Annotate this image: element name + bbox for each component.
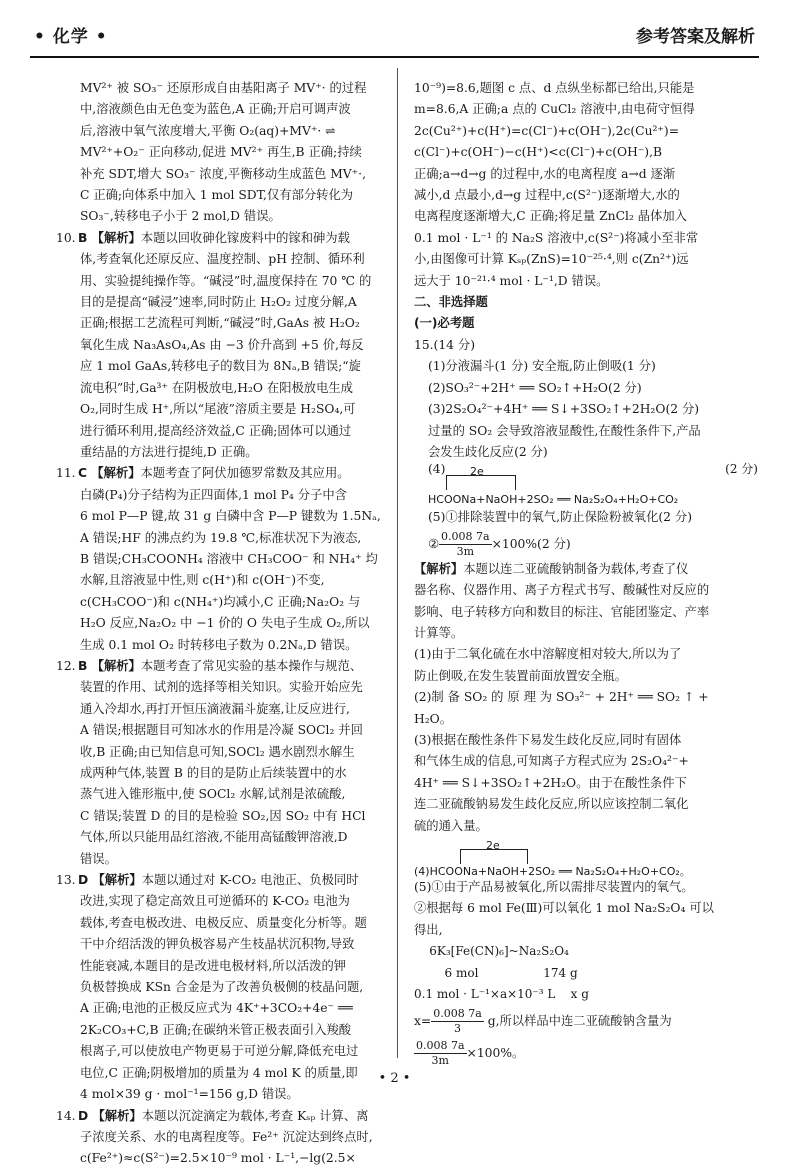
equation-text: HCOONa+NaOH+2SO₂ ══ Na₂S₂O₄+H₂O+CO₂ [428,493,679,507]
answer-head: D 【解析】 [78,873,142,888]
text-line: SO₃⁻,转移电子小于 2 mol,D 错误。 [80,209,281,224]
text-line: (2)制 备 SO₂ 的 原 理 为 SO₃²⁻ + 2H⁺ ══ SO₂ ↑ + [414,690,709,705]
text-line: 通入冷却水,再打开恒压滴液漏斗旋塞,让反应进行, [80,701,350,716]
q14-continuation [414,78,758,292]
text-line: 电位,C 正确;阴极增加的质量为 4 mol K 的质量,即 [80,1065,358,1080]
electron-label: 2e [470,465,484,479]
text-line: 得出, [414,922,443,937]
text-line: 2c(Cu²⁺)+c(H⁺)=c(Cl⁻)+c(OH⁻),2c(Cu²⁺)= [414,123,680,138]
text-line: 和气体生成的信息,可知离子方程式应为 2S₂O₄²⁻+ [414,754,689,769]
electron-transfer-equation [428,463,758,507]
analysis-head: 【解析】 [414,561,464,576]
text-line: 中,溶液颜色由无色变为蓝色,A 正确;开启可调声波 [80,102,351,117]
text-line: 水解,且溶液显中性,则 c(H⁺)和 c(OH⁻)不变, [80,573,325,588]
text-line: 本题考查了阿伏加德罗常数及其应用。 [140,466,350,481]
formula-line [414,529,758,559]
text-line: x= [414,1014,432,1029]
text-line: H₂O 反应,Na₂O₂ 中 −1 价的 O 失电子生成 O₂,所以 [80,616,370,631]
text-line: (3)2S₂O₄²⁻+4H⁺ ══ S↓+3SO₂↑+2H₂O(2 分) [428,402,700,417]
text-line: 重结晶的方法进行提纯,D 正确。 [80,444,258,459]
question-number: 13. [56,873,76,888]
text-line: c(Cl⁻)+c(OH⁻)−c(H⁺)<c(Cl⁻)+c(OH⁻),B [414,145,663,160]
text-line: 防止倒吸,在发生装置前面放置安全瓶。 [414,668,627,683]
text-line: 连二亚硫酸钠易发生歧化反应,所以应该控制二氧化 [414,797,689,812]
text-line: 用、实验提纯操作等。“碱浸”时,温度保持在 70 ℃ 的 [80,273,372,288]
left-column [56,78,394,1170]
fraction [439,530,492,559]
text-line: 白磷(P₄)分子结构为正四面体,1 mol P₄ 分子中含 [80,487,347,502]
text-line: ②根据每 6 mol Fe(Ⅲ)可以氧化 1 mol Na₂S₂O₄ 可以 [414,901,714,916]
answer-head: D 【解析】 [78,1108,142,1123]
q15-analysis [414,559,758,837]
text-line: 进行循环利用,提高经济效益,C 正确;固体可以通过 [80,423,352,438]
text-line: 2K₂CO₃+C,B 正确;在碳纳米管正极表面引入羧酸 [80,1022,352,1037]
text-line: (3)根据在酸性条件下易发生歧化反应,同时有固体 [414,732,682,747]
text-line: 根离子,可以使放电产物更易于可逆分解,降低充电过 [80,1044,359,1059]
text-line: 干中介绍活泼的钾负极容易产生枝晶状沉积物,导致 [80,937,355,952]
score-label: (2 分) [725,462,758,477]
text-line: 6 mol P—P 键,故 31 g 白磷中含 P—P 键数为 1.5Nₐ, [80,509,381,524]
text-line: 影响、电子转移方向和数目的标注、官能团鉴定、产率 [414,604,710,619]
text-line: c(Fe²⁺)≈c(S²⁻)=2.5×10⁻⁹ mol · L⁻¹,−lg(2.5× [80,1151,356,1166]
text-line: 正确;a→d→g 的过程中,水的电离程度 a→d 逐渐 [414,166,676,181]
text-line: 正确;根据工艺流程可判断,“碱浸”时,GaAs 被 H₂O₂ [80,316,360,331]
text-line: C 错误;装置 D 的目的是检验 SO₂,因 SO₂ 中有 HCl [80,808,366,823]
text-line: 过量的 SO₂ 会导致溶液显酸性,在酸性条件下,产品 [428,423,701,438]
calc-line: 0.1 mol · L⁻¹×a×10⁻³ L x g [414,987,589,1002]
subsection-heading: (一)必考题 [414,316,475,331]
text-line: 本题以回收砷化镓废料中的镓和砷为载 [140,230,350,245]
text-line: 负极替换成 KSn 合金是为了改善负极侧的枝晶问题, [80,980,364,995]
text-line: MV²⁺+O₂⁻ 正向移动,促进 MV²⁺ 再生,B 正确;持续 [80,145,362,160]
final-result-line [414,1037,758,1069]
text-line: g,所以样品中连二亚硫酸钠含量为 [483,1014,672,1029]
numerator: 0.008 7a [441,529,490,543]
question-12 [56,656,394,870]
fraction [431,1007,484,1036]
q15-answers [414,356,758,463]
text-line: C 正确;向体系中加入 1 mol SDT,仅有部分转化为 [80,188,354,203]
text-line: m=8.6,A 正确;a 点的 CuCl₂ 溶液中,由电荷守恒得 [414,102,695,117]
text-line: 收,B 正确;由已知信息可知,SOCl₂ 遇水剧烈水解生 [80,744,355,759]
text-line: 会发生歧化反应(2 分) [428,444,548,459]
text-line: 性能衰减,本题目的是改进电极材料,所以活泼的钾 [80,958,347,973]
text-line: 成两种气体,装置 B 的目的是防止后续装置中的水 [80,766,347,780]
text-line: MV²⁺ 被 SO₃⁻ 还原形成自由基阳离子 MV⁺· 的过程 [80,81,367,95]
text-line: (2)SO₃²⁻+2H⁺ ══ SO₂↑+H₂O(2 分) [428,380,642,395]
text-line: 氧化生成 Na₃AsO₄,As 由 −3 价升高到 +5 价,每反 [80,337,364,352]
text-line: 载体,考查电极改进、电极反应、质量变化分析等。题 [80,915,367,930]
text-line: 补充 SDT,增大 SO₃⁻ 浓度,平衡移动生成蓝色 MV⁺·, [80,166,366,181]
text-line: H₂O。 [414,711,453,726]
text-line: 子浓度关系、水的电离程度等。Fe²⁺ 沉淀达到终点时, [80,1129,373,1144]
text-line: 10⁻⁹)=8.6,题图 c 点、d 点纵坐标都已给出,只能是 [414,81,695,95]
text-line: 0.1 mol · L⁻¹ 的 Na₂S 溶液中,c(S²⁻)将减小至非常 [414,230,699,245]
text-line: 电离程度逐渐增大,C 正确;将足量 ZnCl₂ 晶体加入 [414,209,687,224]
text-line: ×100%(2 分) [491,536,571,551]
text-line: 本题以通过对 K-CO₂ 电池正、负极同时 [141,873,359,888]
item-marker: ② [428,536,440,551]
text-line: 本题以连二亚硫酸钠制备为载体,考查了仪 [463,561,689,576]
text-line: (5)①排除装置中的氧气,防止保险粉被氧化(2 分) [428,510,692,525]
text-line: 本题考查了常见实验的基本操作与规范、 [140,658,363,673]
text-line: 生成 0.1 mol O₂ 时转移电子数为 0.2Nₐ,D 错误。 [80,637,358,652]
x-result-line [414,1005,758,1037]
equation-text: (4)HCOONa+NaOH+2SO₂ ══ Na₂S₂O₄+H₂O+CO₂。 [414,865,691,878]
question-number: 10. [56,230,76,245]
answer-head: B 【解析】 [78,230,141,245]
question-number: 12. [56,658,76,673]
analysis-equation [414,837,758,877]
numerator: 0.008 7a [433,1007,482,1021]
text-line: A 错误;HF 的沸点约为 19.8 ℃,标准状况下为液态, [80,530,362,545]
part-label: (4) [428,462,446,477]
question-15-title: 15.(14 分) [414,337,476,352]
text-line: 远大于 10⁻²¹·⁴ mol · L⁻¹,D 错误。 [414,273,609,288]
text-line: 应 1 mol GaAs,转移电子的数目为 8Nₐ,B 错误;“旋 [80,359,361,374]
numerator: 0.008 7a [416,1039,465,1053]
section-heading: 二、非选择题 [414,295,488,310]
text-line: 装置的作用、试剂的选择等相关知识。实验开始应先 [80,680,363,695]
text-line: O₂,同时生成 H⁺,所以“尾液”溶质主要是 H₂SO₄,可 [80,402,356,417]
text-line: 4 mol×39 g · mol⁻¹=156 g,D 错误。 [80,1087,299,1102]
text-line: (1)分液漏斗(1 分) 安全瓶,防止倒吸(1 分) [428,359,656,374]
question-11 [56,463,394,656]
text-line: (1)由于二氧化硫在水中溶解度相对较大,所以为了 [414,647,682,662]
calc-line: 6 mol 174 g [414,965,578,980]
text-line: 减小,d 点最小,d→g 过程中,c(S²⁻)逐渐增大,水的 [414,188,680,203]
question-number: 11. [56,466,76,481]
text-line: A 错误;根据题目可知冰水的作用是冷凝 SOCl₂ 并回 [80,723,363,738]
electron-label: 2e [486,839,500,852]
denominator: 3 [454,1022,462,1036]
text-line: 体,考查氧化还原反应、温度控制、pH 控制、循环利 [80,252,365,267]
answer-head: C 【解析】 [78,466,141,481]
question-10 [56,228,394,463]
text-line: 目的是提高“碱浸”速率,同时防止 H₂O₂ 过度分解,A [80,295,357,310]
text-line: ×100%。 [466,1046,525,1061]
q9-continuation [56,78,394,228]
text-line: 蒸气进入锥形瓶中,使 SOCl₂ 水解,试剂是浓硫酸, [80,787,346,802]
answer-head: B 【解析】 [78,658,141,673]
text-line: A 正确;电池的正极反应式为 4K⁺+3CO₂+4e⁻ ══ [80,1001,353,1016]
right-column [414,78,758,1069]
page-number: • 2 • [378,1071,411,1086]
text-line: 改进,实现了稳定高效且可逆循环的 K-CO₂ 电池为 [80,894,350,909]
text-line: 本题以沉淀滴定为载体,考查 Kₛₚ 计算、离 [141,1108,369,1123]
section-header: 参考答案及解析 [636,27,755,47]
text-line: 气体,所以只能用品红溶液,不能用高锰酸钾溶液,D [80,830,348,845]
column-divider [397,68,398,1058]
header-rule [30,56,759,58]
text-line: 4H⁺ ══ S↓+3SO₂↑+2H₂O。由于在酸性条件下 [414,775,687,790]
text-line: 器名称、仪器作用、离子方程式书写、酸碱性对反应的 [414,583,710,598]
text-line: 错误。 [80,851,117,866]
text-line: 后,溶液中氧气浓度增大,平衡 O₂(aq)+MV⁺· ⇌ [80,123,336,138]
text-line: c(CH₃COO⁻)和 c(NH₄⁺)均减小,C 正确;Na₂O₂ 与 [80,594,361,609]
calc-line: 6K₃[Fe(CN)₆]~Na₂S₂O₄ [414,944,569,959]
text-line: 流电积”时,Ga³⁺ 在阴极放电,H₂O 在阳极放电生成 [80,380,353,395]
question-number: 14. [56,1108,76,1123]
text-line: 硫的通入量。 [414,818,488,833]
text-line: B 错误;CH₃COONH₄ 溶液中 CH₃COO⁻ 和 NH₄⁺ 均 [80,551,378,566]
question-14 [56,1106,394,1170]
text-line: 小,由图像可计算 Kₛₚ(ZnS)=10⁻²⁵·⁴,则 c(Zn²⁺)远 [414,252,689,267]
subject-header: • 化学 • [34,27,108,47]
fraction [414,1039,467,1068]
denominator: 3m [431,1054,449,1068]
a5-block [414,877,758,1069]
text-line: 计算等。 [414,625,464,640]
text-line: (5)①由于产品易被氧化,所以需排尽装置内的氧气。 [414,880,694,894]
denominator: 3m [456,544,475,558]
